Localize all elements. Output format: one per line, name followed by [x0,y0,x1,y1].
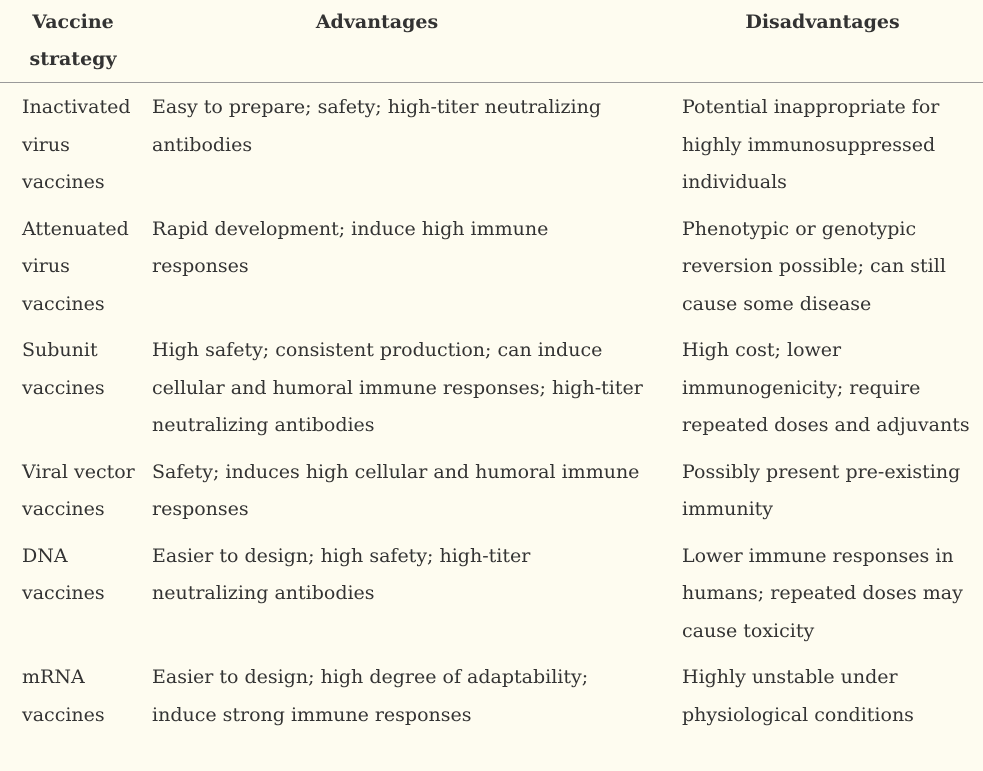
strategy-cell: Subunit vaccines [22,339,105,399]
strategy-cell: mRNA vaccines [22,666,105,726]
disadvantages-cell: Phenotypic or genotypic reversion possible; can still cause some disease [682,217,946,315]
table-header [0,0,983,83]
strategy-cell: Viral vector vaccines [22,460,135,520]
advantages-cell: High safety; consistent production; can induce cellular and humoral immune responses; high-titer neutralizing antibodies [152,339,643,436]
strategy-cell: Attenuated virus vaccines [22,217,129,315]
table-row [0,655,983,739]
advantages-cell: Easy to prepare; safety; high-titer neutralizing antibodies [152,96,601,156]
advantages-cell: Easier to design; high safety; high-titer neutralizing antibodies [152,544,531,604]
disadvantages-cell: Lower immune responses in humans; repeated doses may cause toxicity [682,544,963,642]
strategy-cell: Inactivated virus vaccines [22,96,131,193]
table-row [0,328,983,450]
disadvantages-cell: Possibly present pre-existing immunity [682,460,961,520]
advantages-cell: Rapid development; induce high immune responses [152,217,549,277]
disadvantages-cell: Highly unstable under physiological conditions [682,666,914,726]
advantages-cell: Safety; induces high cellular and humoral immune responses [152,460,640,520]
table-body [0,83,983,740]
table-row [0,207,983,329]
strategy-cell: DNA vaccines [22,544,105,604]
disadvantages-cell: High cost; lower immunogenicity; require repeated doses and adjuvants [682,339,970,436]
disadvantages-cell: Potential inappropriate for highly immunosuppressed individuals [682,96,940,193]
table-row [0,83,983,207]
header-advantages: Advantages [142,0,672,83]
header-vaccine-strategy: Vaccine strategy [0,0,142,83]
header-row [0,0,983,83]
header-disadvantages: Disadvantages [672,0,983,83]
table-row [0,534,983,656]
advantages-cell: Easier to design; high degree of adaptability; induce strong immune responses [152,666,589,726]
table-row [0,450,983,534]
